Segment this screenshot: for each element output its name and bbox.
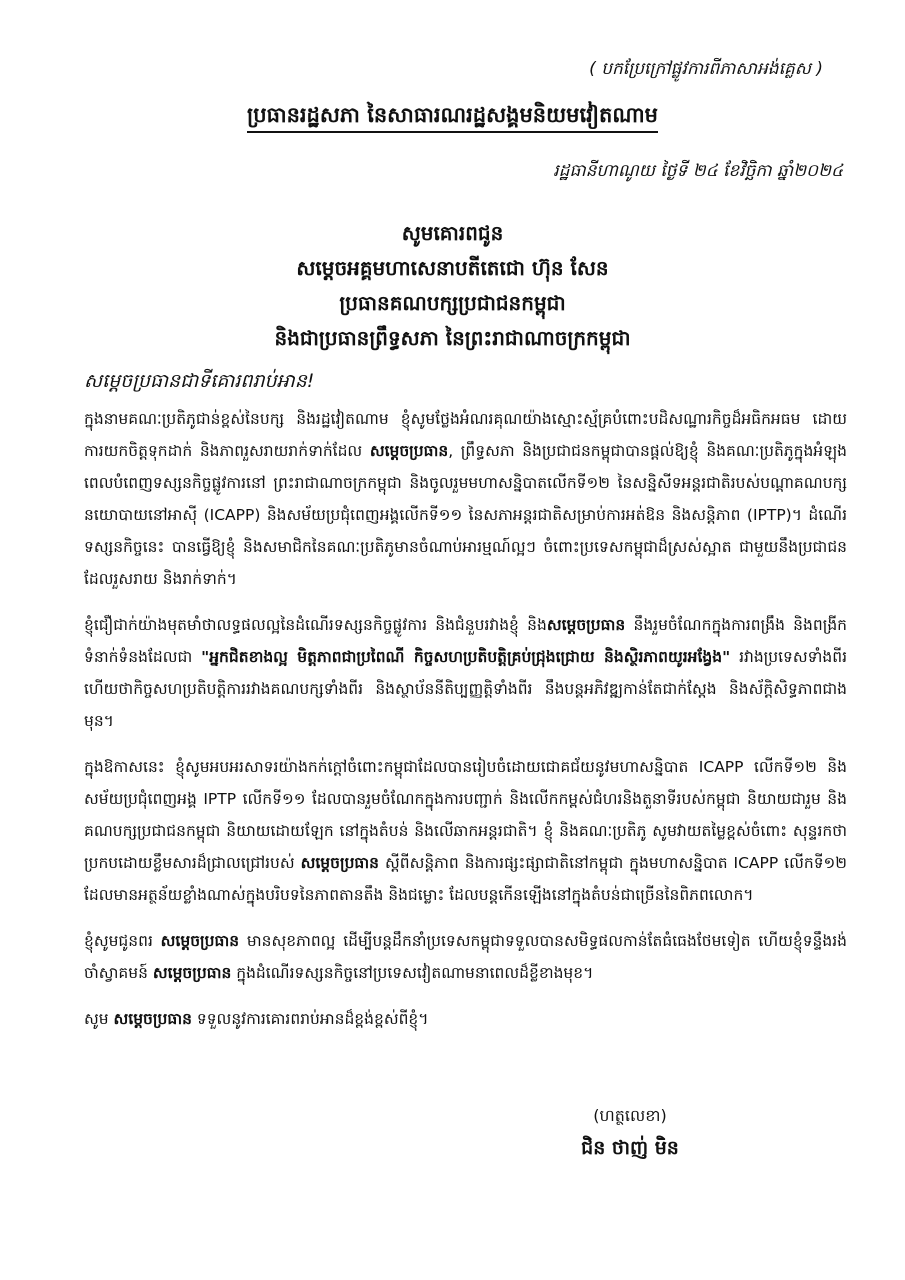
paragraph-1 [84, 403, 847, 595]
letter-body [84, 403, 847, 1049]
paragraph-5 [84, 1003, 847, 1035]
letter-header [0, 102, 905, 133]
paragraph-4-text-c: មានសុខភាពល្អ ដើម្បីបន្តដឹកនាំប្រទេសកម្ពុជាទទួលបានសមិទ្ធផលកាន់តែធំធេងថែមទៀត ហើយខ្ញុំទន្ទឹងរង់ចាំស្វាគមន៍ [84, 932, 847, 982]
paragraph-4-emphasis-1: សម្តេចប្រធាន [160, 932, 240, 950]
paragraph-1-text-a: ក្នុងនាមគណៈប្រតិភូជាន់ខ្ពស់នៃបក្ស និងរដ្ឋវៀតណាម ខ្ញុំសូមថ្លែងអំណរគុណយ៉ាងស្មោះស្ម័គ្របំពោះបដិសណ្ឋារកិច្ចដ៏អធិកអធម ដោយការយកចិត្តទុកដាក់ និងភាពរួសរាយរាក់ទាក់ដែល [84, 410, 847, 460]
paragraph-3-text-a: ក្នុងឱកាសនេះ ខ្ញុំសូមអបអរសាទរយ៉ាងកក់ក្តៅចំពោះកម្ពុជាដែលបានរៀបចំដោយជោគជ័យនូវមហាសន្និបាត ICAPP លើកទី១២ និងសម័យប្រជុំពេញអង្គ IPTP លើកទី១១ ដែលបានរួមចំណែកក្នុងការបញ្ជាក់ និងលើកកម្ពស់ជំហរនិងតួនាទីរបស់កម្ពុជា និយាយជារួម និងគណបក្សប្រជាជនកម្ពុជា និយាយដោយឡែក នៅក្នុងតំបន់ និងលើឆាកអន្តរជាតិ។ ខ្ញុំ និងគណៈប្រតិភូ សូមវាយតម្លៃខ្ពស់ចំពោះ សុន្ទរកថាប្រកបដោយខ្លឹមសារដ៏ជ្រាលជ្រៅរបស់ [84, 758, 847, 872]
paragraph-4-text-a: ខ្ញុំសូមជូនពរ [84, 932, 161, 950]
paragraph-3-text-c: ស្តីពីសន្តិភាព និងការផ្សះផ្សាជាតិនៅកម្ពុជា ក្នុងមហាសន្និបាត ICAPP លើកទី១២ ដែលមានអត្ថន័យខ្លាំងណាស់ក្នុងបរិបទនៃភាពតានតឹង និងជម្លោះ ដែលបន្តកើនឡើងនៅក្នុងតំបន់ជាច្រើននៃពិភពលោក។ [84, 854, 847, 904]
paragraph-1-text-c: , ព្រឹទ្ធសភា និងប្រជាជនកម្ពុជាបានផ្តល់ឱ្យខ្ញុំ និងគណៈប្រតិភូក្នុងអំឡុងពេលបំពេញទស្សនកិច្ចផ្លូវការនៅ ព្រះរាជាណាចក្រកម្ពុជា និងចូលរួមមហាសន្និបាតលើកទី១២ នៃសន្និសីទអន្តរជាតិរបស់បណ្តាគណបក្សនយោបាយនៅអាស៊ី (ICAPP) និងសម័យប្រជុំពេញអង្គលើកទី១១ នៃសភាអន្តរជាតិសម្រាប់ការអត់ឱន និងសន្តិភាព (IPTP)។ ដំណើរទស្សនកិច្ចនេះ បានធ្វើឱ្យខ្ញុំ និងសមាជិកនៃគណៈប្រតិភូមានចំណាប់អារម្មណ៍ល្អៗ ចំពោះប្រទេសកម្ពុជាដ៏ស្រស់ស្អាត ជាមួយនឹងប្រជាជនដែលរួសរាយ និងរាក់ទាក់។ [84, 442, 847, 588]
paragraph-1-emphasis: សម្តេចប្រធាន [369, 442, 449, 460]
recipient-line-3: ប្រធានគណបក្សប្រជាជនកម្ពុជា [339, 291, 566, 315]
paragraph-2-text-c: នឹងរួមចំណែកក្នុងការពង្រឹង និងពង្រីកទំនាក់ទំនងដែលជា [84, 616, 847, 666]
paragraph-5-text-c: ទទួលនូវការគោរពរាប់អានដ៏ខ្ពង់ខ្ពស់ពីខ្ញុំ។ [191, 1010, 429, 1028]
signature-block [530, 1100, 730, 1164]
signature-label: (ហត្ថលេខា) [593, 1106, 667, 1125]
paragraph-2-emphasis: សម្តេចប្រធាន [546, 616, 626, 634]
recipient-line-2: សម្តេចអគ្គមហាសេនាបតីតេជោ ហ៊ុន សែន [296, 256, 609, 280]
paragraph-4-emphasis-2: សម្តេចប្រធាន [152, 964, 232, 982]
translation-note: ( បកប្រែក្រៅផ្លូវការពីភាសាអង់គ្លេស ) [589, 59, 823, 79]
paragraph-2-text-a: ខ្ញុំជឿជាក់យ៉ាងមុតមាំថាលទ្ធផលល្អនៃដំណើរទស្សនកិច្ចផ្លូវការ និងជំនួបរវាងខ្ញុំ និង [84, 616, 547, 634]
letter-date: រដ្ឋធានីហាណូយ ថ្ងៃទី ២៤ ខែវិច្ឆិកា ឆ្នាំ២០២៤ [553, 161, 843, 181]
recipient-line-4: និងជាប្រធានព្រឹទ្ធសភា នៃព្រះរាជាណាចក្រកម្ពុជា [274, 326, 631, 350]
paragraph-4 [84, 925, 847, 989]
salutation: សម្តេចប្រធានជាទីគោរពរាប់អាន! [84, 370, 315, 392]
paragraph-3-emphasis: សម្តេចប្រធាន [300, 854, 380, 872]
paragraph-2 [84, 609, 847, 737]
recipient-line-1: សូមគោរពជូន [401, 221, 504, 245]
paragraph-4-text-e: ក្នុងដំណើរទស្សនកិច្ចនៅប្រទេសវៀតណាមនាពេលដ៏ខ្លីខាងមុខ។ [231, 964, 594, 982]
paragraph-5-emphasis: សម្តេចប្រធាន [113, 1010, 192, 1028]
paragraph-2-text-e: រវាងប្រទេសទាំងពីរ ហើយថាកិច្ចសហប្រតិបត្តិការរវាងគណបក្សទាំងពីរ និងស្ថាប័ននីតិប្បញ្ញត្តិទាំងពីរ នឹងបន្តអភិវឌ្ឍកាន់តែជាក់ស្តែង និងស័ក្តិសិទ្ធភាពជាងមុន។ [84, 648, 848, 730]
paragraph-5-text-a: សូម [84, 1010, 114, 1028]
paragraph-2-quote: "អ្នកជិតខាងល្អ មិត្តភាពជាប្រពៃណី កិច្ចសហប្រតិបត្តិគ្រប់ជ្រុងជ្រោយ និងស្ថិរភាពយូរអង្វែង" [201, 648, 731, 666]
signatory-name: ជិន ថាញ់ មិន [581, 1137, 679, 1159]
recipient-block [0, 216, 905, 356]
paragraph-3 [84, 751, 847, 911]
sender-title: ប្រធានរដ្ឋសភា នៃសាធារណរដ្ឋសង្គមនិយមវៀតណាម [247, 103, 658, 133]
